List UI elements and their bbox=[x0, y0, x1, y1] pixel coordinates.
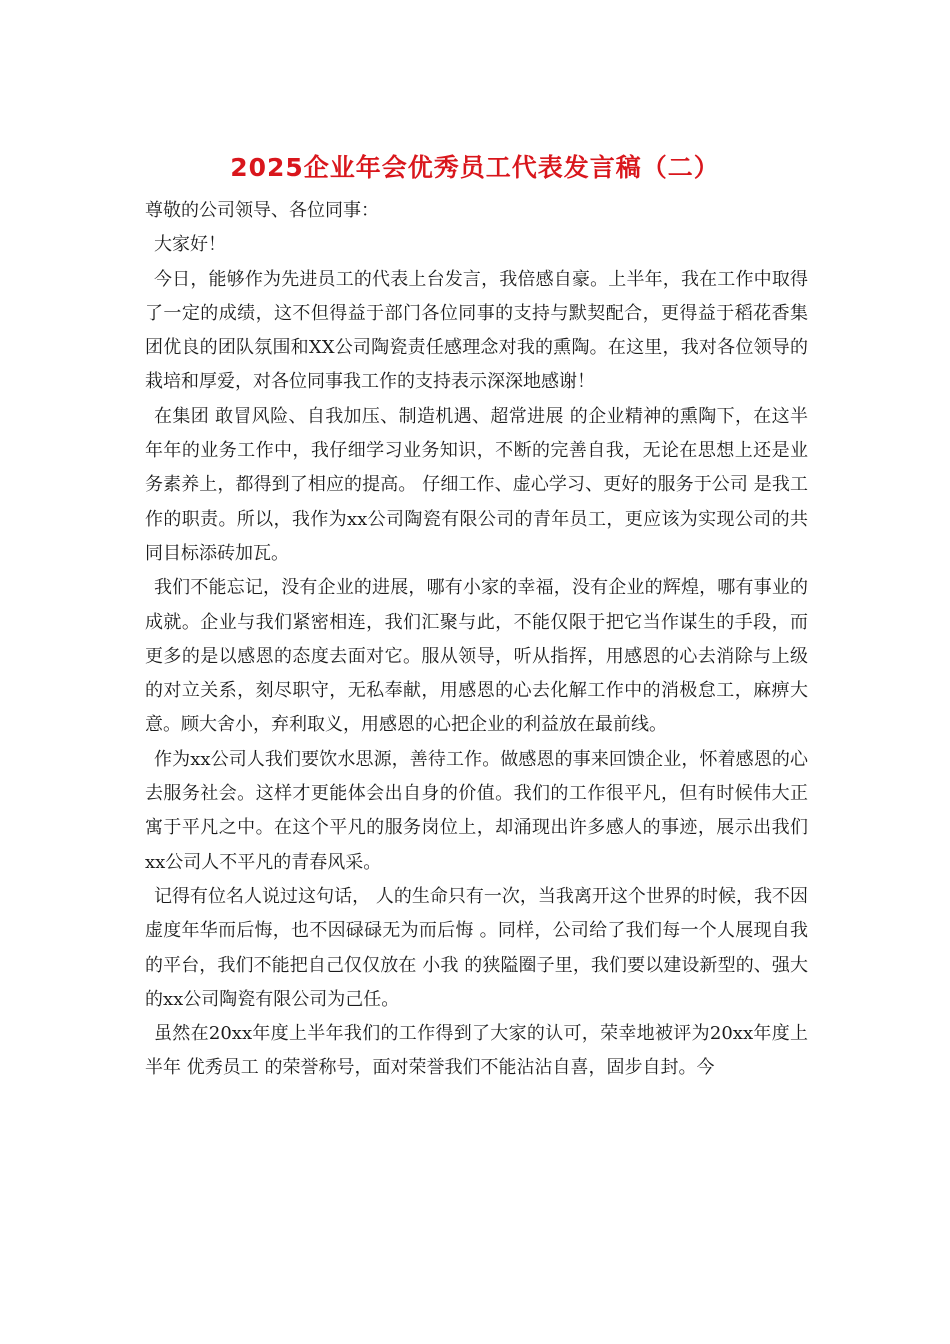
document-body bbox=[145, 194, 808, 1086]
paragraph-2: 在集团 敢冒风险、自我加压、制造机遇、超常进展 的企业精神的熏陶下，在这半年年的业务工作中，我仔细学习业务知识，不断的完善自我，无论在思想上还是业务素养上，都得到了相应的提高。 仔细工作、虚心学习、更好的服务于公司 是我工作的职责。所以，我作为xx公司陶瓷有限公司的青年员工，更应该为实现公司的共同目标添砖加瓦。 bbox=[145, 405, 808, 564]
paragraph-6: 虽然在20xx年度上半年我们的工作得到了大家的认可，荣幸地被评为20xx年度上半年 优秀员工 的荣誉称号，面对荣誉我们不能沾沾自喜，固步自封。今 bbox=[145, 1023, 808, 1079]
paragraph-greeting: 大家好！ bbox=[154, 234, 226, 256]
paragraph-5: 记得有位名人说过这句话， 人的生命只有一次，当我离开这个世界的时候，我不因虚度年华而后悔，也不因碌碌无为而后悔 。同样，公司给了我们每一个人展现自我的平台，我们不能把自己仅仅放在 小我 的狭隘圈子里，我们要以建设新型的、强大的xx公司陶瓷有限公司为己任。 bbox=[145, 885, 808, 1010]
document-title: 2025企业年会优秀员工代表发言稿（二） bbox=[230, 153, 720, 182]
salutation: 尊敬的公司领导、各位同事： bbox=[145, 200, 379, 221]
paragraph-4: 作为xx公司人我们要饮水思源，善待工作。做感恩的事来回馈企业，怀着感恩的心去服务社会。这样才更能体会出自身的价值。我们的工作很平凡，但有时候伟大正寓于平凡之中。在这个平凡的服务岗位上，却涌现出许多感人的事迹，展示出我们xx公司人不平凡的青春风采。 bbox=[145, 748, 808, 873]
paragraph-3: 我们不能忘记，没有企业的进展，哪有小家的幸福，没有企业的辉煌，哪有事业的成就。企业与我们紧密相连，我们汇聚与此，不能仅限于把它当作谋生的手段，而更多的是以感恩的态度去面对它。服从领导，听从指挥，用感恩的心去消除与上级的对立关系，刻尽职守，无私奉献，用感恩的心去化解工作中的消极怠工，麻痹大意。顾大舍小，弃利取义，用感恩的心把企业的利益放在最前线。 bbox=[145, 577, 808, 736]
paragraph-1: 今日，能够作为先进员工的代表上台发言，我倍感自豪。上半年，我在工作中取得了一定的成绩，这不但得益于部门各位同事的支持与默契配合，更得益于稻花香集团优良的团队氛围和XX公司陶瓷责任感理念对我的熏陶。在这里，我对各位领导的栽培和厚爱，对各位同事我工作的支持表示深深地感谢！ bbox=[145, 268, 808, 393]
